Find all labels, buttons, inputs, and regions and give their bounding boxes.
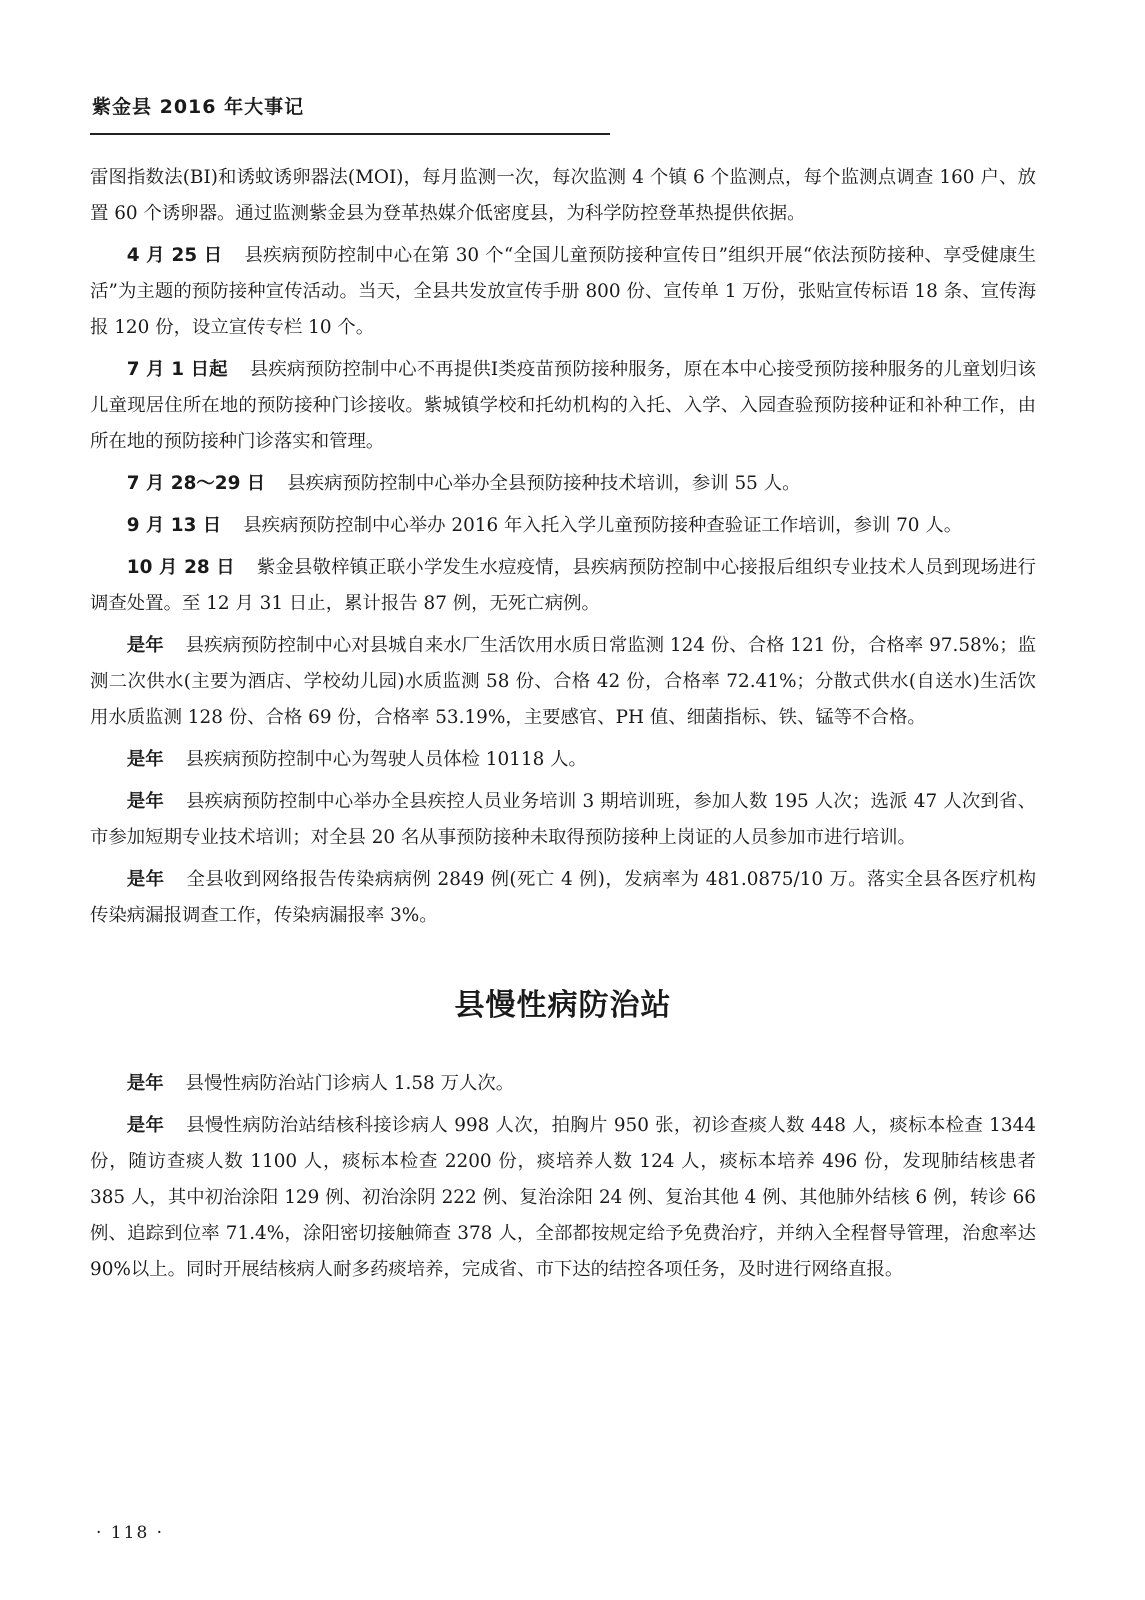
section-title: 县慢性病防治站	[454, 988, 672, 1023]
section-entry-paragraph	[90, 1066, 1036, 1102]
entry-date: 是年	[126, 635, 164, 656]
entry-text: 县慢性病防治站结核科接诊病人 998 人次，拍胸片 950 张，初诊查痰人数 448 人，痰标本检查 1344 份，随访查痰人数 1100 人，痰标本检查 2200 份，痰培养人数 124 人，痰标本培养 496 份，发现肺结核患者 385 人，其中初治涂阳 129 例、初治涂阴 222 例、复治涂阳 24 例、复治其他 4 例、其他肺外结核 6 例，转诊 66 例、追踪到位率 71.4%，涂阳密切接触筛查 378 人，全部都按规定给予免费治疗，并纳入全程督导管理，治愈率达 90%以上。同时开展结核病人耐多药痰培养，完成省、市下达的结控各项任务，及时进行网络直报。	[90, 1115, 1036, 1280]
entry-paragraph	[90, 352, 1036, 460]
entry-paragraph	[90, 508, 1036, 544]
entry-date: 是年	[126, 1115, 165, 1136]
entry-date: 是年	[126, 791, 164, 812]
entry-text: 县疾病预防控制中心举办 2016 年入托入学儿童预防接种查验证工作培训，参训 70 人。	[243, 515, 963, 536]
page-number: · 118 ·	[96, 1523, 165, 1543]
section-entry-paragraph	[90, 1108, 1036, 1288]
entry-paragraph	[90, 862, 1036, 934]
header-rule	[90, 133, 610, 135]
body-text	[90, 160, 1036, 1294]
entry-date: 9 月 13 日	[126, 515, 222, 536]
entry-paragraph	[90, 742, 1036, 778]
entry-text: 县疾病预防控制中心在第 30 个“全国儿童预防接种宣传日”组织开展“依法预防接种、享受健康生活”为主题的预防接种宣传活动。当天，全县共发放宣传手册 800 份、宣传单 1 万份，张贴宣传标语 18 条、宣传海报 120 份，设立宣传专栏 10 个。	[90, 245, 1036, 338]
entry-text: 全县收到网络报告传染病病例 2849 例(死亡 4 例)，发病率为 481.0875/10 万。落实全县各医疗机构传染病漏报调查工作，传染病漏报率 3%。	[90, 869, 1036, 926]
entry-text: 县疾病预防控制中心为驾驶人员体检 10118 人。	[185, 749, 587, 770]
continuation-paragraph: 雷图指数法(BI)和诱蚊诱卵器法(MOI)，每月监测一次，每次监测 4 个镇 6 个监测点，每个监测点调查 160 户、放置 60 个诱卵器。通过监测紫金县为登革热媒介低密度县，为科学防控登革热提供依据。	[90, 167, 1036, 224]
entry-text: 县疾病预防控制中心不再提供Ⅰ类疫苗预防接种服务，原在本中心接受预防接种服务的儿童划归该儿童现居住所在地的预防接种门诊接收。紫城镇学校和托幼机构的入托、入学、入园查验预防接种证和补种工作，由所在地的预防接种门诊落实和管理。	[90, 359, 1036, 452]
running-header: 紫金县 2016 年大事记	[92, 96, 305, 118]
entry-date: 是年	[126, 1073, 164, 1094]
entry-paragraph	[90, 238, 1036, 346]
entry-date: 4 月 25 日	[126, 245, 223, 266]
entry-date: 7 月 1 日起	[126, 359, 228, 380]
entry-date: 10 月 28 日	[126, 557, 235, 578]
entry-date: 是年	[126, 869, 165, 890]
entry-date: 7 月 28～29 日	[126, 473, 266, 494]
entry-text: 县疾病预防控制中心对县城自来水厂生活饮用水质日常监测 124 份、合格 121 份，合格率 97.58%；监测二次供水(主要为酒店、学校幼儿园)水质监测 58 份、合格 42 份，合格率 72.41%；分散式供水(自送水)生活饮用水质监测 128 份、合格 69 份，合格率 53.19%，主要感官、PH 值、细菌指标、铁、锰等不合格。	[90, 635, 1036, 728]
entry-text: 县疾病预防控制中心举办全县疾控人员业务培训 3 期培训班，参加人数 195 人次；选派 47 人次到省、市参加短期专业技术培训；对全县 20 名从事预防接种未取得预防接种上岗证的人员参加市进行培训。	[90, 791, 1036, 848]
entry-paragraph	[90, 466, 1036, 502]
entry-paragraph	[90, 550, 1036, 622]
entry-text: 县慢性病防治站门诊病人 1.58 万人次。	[185, 1073, 515, 1094]
entry-text: 紫金县敬梓镇正联小学发生水痘疫情，县疾病预防控制中心接报后组织专业技术人员到现场进行调查处置。至 12 月 31 日止，累计报告 87 例，无死亡病例。	[90, 557, 1036, 614]
entry-date: 是年	[126, 749, 164, 770]
entry-paragraph	[90, 628, 1036, 736]
entry-text: 县疾病预防控制中心举办全县预防接种技术培训，参训 55 人。	[287, 473, 801, 494]
entry-paragraph	[90, 784, 1036, 856]
